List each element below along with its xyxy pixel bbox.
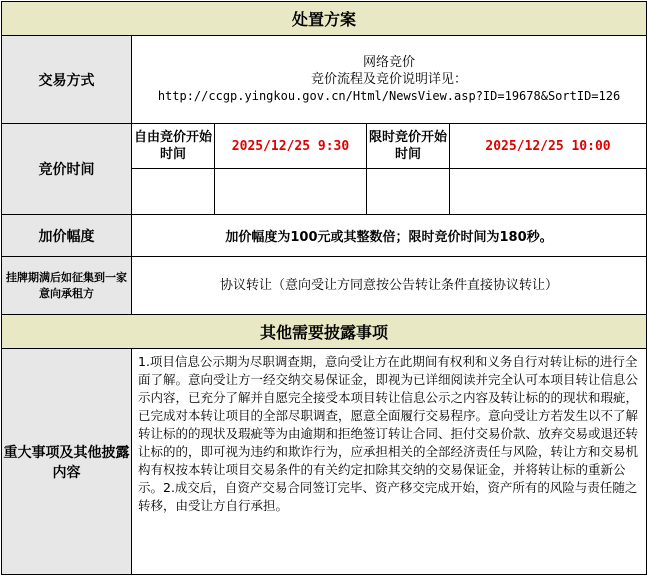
blank-cell <box>450 169 647 215</box>
limit-bid-value: 2025/12/25 10:00 <box>450 124 647 169</box>
major-items-text: 1.项目信息公示期为尽职调查期，意向受让方在此期间有权利和义务自行对转让标的进行全面了解。意向受让方一经交纳交易保证金，即视为已详细阅读并完全认可本项目转让信息公示内容，已充分了解并自愿完全接受本项目转让信息公示之内容及转让标的的现状和瑕疵，已完成对本转让项目的全部尽职调查，愿意全面履行交易程序。意向受让方若发生以不了解转让标的的现状及瑕疵等为由逾期和拒绝签订转让合同、拒付交易价款、放弃交易或退还转让标的的，即可视为违约和欺诈行为，应承担相关的全部经济责任与风险，转让方和交易机构有权按本转让项目交易条件的有关约定扣除其交纳的交易保证金，并将转让标的重新公示。2.成交后，自资产交易合同签订完毕、资产移交完成开始，资产所有的风险与责任随之转移，由受让方自行承担。 <box>132 349 647 575</box>
trade-method-content <box>132 36 647 124</box>
blank-cell <box>215 169 367 215</box>
increment-label: 加价幅度 <box>2 215 132 257</box>
single-buyer-label: 挂牌期满后如征集到一家意向承租方 <box>2 257 132 315</box>
section-title: 处置方案 <box>2 2 647 36</box>
single-buyer-value: 协议转让（意向受让方同意按公告转让条件直接协议转让） <box>132 257 647 315</box>
blank-cell <box>132 169 215 215</box>
major-items-label: 重大事项及其他披露内容 <box>2 349 132 575</box>
increment-value: 加价幅度为100元或其整数倍；限时竞价时间为180秒。 <box>132 215 647 257</box>
trade-method-line2: 竞价流程及竞价说明详见： <box>311 72 468 87</box>
limit-bid-label: 限时竞价开始时间 <box>367 124 450 169</box>
other-section-title: 其他需要披露事项 <box>2 315 647 349</box>
free-bid-label: 自由竞价开始时间 <box>132 124 215 169</box>
trade-method-label: 交易方式 <box>2 36 132 124</box>
trade-method-url[interactable]: http://ccgp.yingkou.gov.cn/Html/NewsView.asp?ID=19678&SortID=126 <box>157 89 621 103</box>
disposal-plan-sheet <box>1 1 646 585</box>
blank-cell <box>367 169 450 215</box>
free-bid-value: 2025/12/25 9:30 <box>215 124 367 169</box>
disposal-plan-table <box>1 1 647 575</box>
trade-method-line1: 网络竞价 <box>363 55 416 70</box>
bid-time-label: 竞价时间 <box>2 124 132 215</box>
